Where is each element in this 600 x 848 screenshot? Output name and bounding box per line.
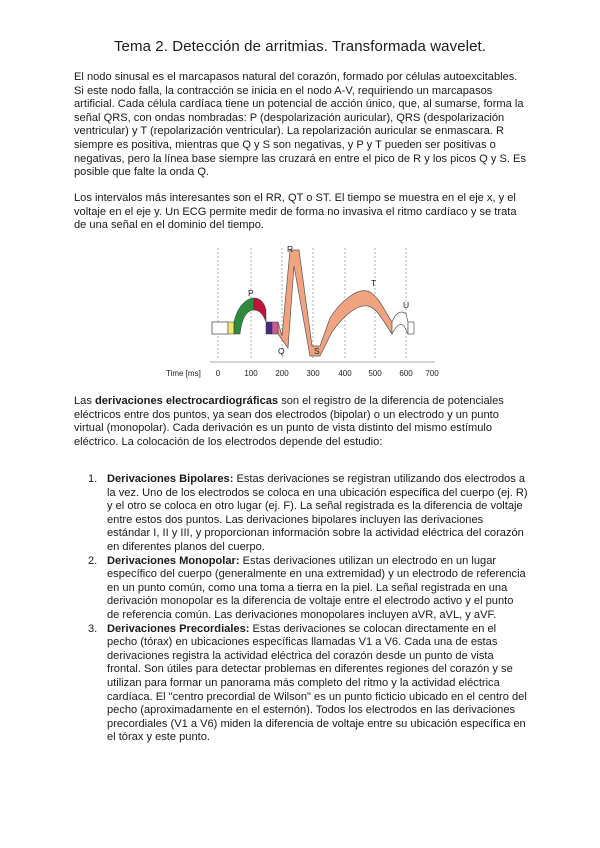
page-title: Tema 2. Detección de arritmias. Transformada wavelet. <box>113 38 487 55</box>
label-q: Q <box>278 346 285 356</box>
ecg-diagram <box>160 240 450 385</box>
derivations-intro-post: son el registro de la diferencia de potenciales eléctricos entre dos puntos, ya sean dos electrodos (bipolar) o un electrodo y un punto virtual (monopolar). Cada derivación es un punto de vista distinto del mismo estímulo eléctrico. La colocación de los electrodos depende del estudio: <box>74 395 504 448</box>
derivations-list <box>88 473 528 745</box>
baseline-segment <box>212 322 228 334</box>
pr-segment-purple <box>266 322 272 334</box>
tick-700: 700 <box>425 369 439 378</box>
list-item-number: 1. <box>88 473 98 485</box>
p-wave-red <box>254 298 266 322</box>
list-item-number: 3. <box>88 622 98 635</box>
tick-400: 400 <box>338 369 352 378</box>
u-wave <box>392 312 408 334</box>
tick-300: 300 <box>306 369 320 378</box>
time-axis-label: Time [ms] <box>166 369 201 378</box>
label-u: U <box>403 300 410 310</box>
derivations-term: derivaciones electrocardiográficas <box>94 395 279 407</box>
list-item-title: Derivaciones Precordiales: <box>107 622 250 635</box>
baseline-segment-end <box>408 322 414 334</box>
pr-segment-pink <box>272 322 278 334</box>
tick-600: 600 <box>399 369 413 378</box>
list-item-number: 2. <box>88 554 98 567</box>
list-item-text: Estas derivaciones se colocan directamente en el pecho (tórax) en ubicaciones específicas llamadas V1 a V6. Cada una de estas derivaciones registra la actividad eléctrica del corazón desde un punto de vista frontal. Son útiles para detectar problemas en diferentes regiones del corazón y se utilizan para formar un panorama más completo del ritmo y la actividad eléctrica cardíaca. El "centro precordial de Wilson" es un punto ficticio ubicado en el centro del pecho (aproximadamente en el esternón). Todos los electrodos en las derivaciones precordiales (V1 a V6) miden la diferencia de voltaje entre su ubicación específica en el tórax y este punto. <box>107 622 527 744</box>
list-item-text: Estas derivaciones se registran utilizando dos electrodos a la vez. Uno de los electrodos se coloca en una ubicación específica del cuerpo (ej. R) y el otro se coloca en otro lugar (ej. F). La señal registrada es la diferencia de voltaje entre estos dos puntos. Las derivaciones bipolares incluyen las derivaciones estándar I, II y III, y proporcionan información sobre la actividad eléctrica del corazón en diferentes planos del cuerpo. <box>107 473 528 553</box>
list-item <box>88 555 528 623</box>
label-t: T <box>371 278 377 288</box>
label-r: R <box>287 244 294 254</box>
tick-0: 0 <box>215 369 221 378</box>
list-item-title: Derivaciones Monopolar: <box>107 554 240 567</box>
derivations-intro-pre: Las <box>74 395 95 407</box>
list-item-title: Derivaciones Bipolares: <box>107 473 234 485</box>
tick-200: 200 <box>275 369 289 378</box>
tick-100: 100 <box>244 369 258 378</box>
baseline-highlight <box>228 322 234 334</box>
intervals-paragraph: Los intervalos más interesantes son el RR, QT o ST. El tiempo se muestra en el eje x, y el voltaje en el eje y. Un ECG permite medir de forma no invasiva el ritmo cardíaco y se trata de una señal en el dominio del tiempo. <box>74 192 517 232</box>
label-p: P <box>248 288 254 298</box>
label-s: S <box>314 346 320 356</box>
intro-paragraph: El nodo sinusal es el marcapasos natural del corazón, formado por células autoexcitables. Si este nodo falla, la contracción se inicia en el nodo A-V, requiriendo un marcapasos artificial. Cada célula cardíaca tiene un potencial de acción único, que, al sumarse, forma la señal QRS, con ondas nombradas: P (despolarización auricular), QRS (despolarización ventricular) y T (repolarización ventricular). La repolarización auricular se enmascara. R siempre es positiva, mientras que Q y S son negativas, y P y T pueden ser positivas o negativas, pero la línea base siempre las cruzará en entre el pico de R y los picos Q y S. Es posible que falte la onda Q. <box>74 71 526 179</box>
list-item-text: Estas derivaciones utilizan un electrodo en un lugar específico del cuerpo (generalmente en una extremidad) y un electrodo de referencia en un punto común, como una toma a tierra en la piel. La señal registrada en una derivación monopolar es la diferencia de voltaje entre el electrodo activo y el punto de referencia común. Las derivaciones monopolares incluyen aVR, aVL, y aVF. <box>107 554 526 621</box>
list-item <box>88 623 528 745</box>
list-item <box>88 473 528 555</box>
derivations-paragraph <box>74 395 526 449</box>
tick-500: 500 <box>368 369 382 378</box>
